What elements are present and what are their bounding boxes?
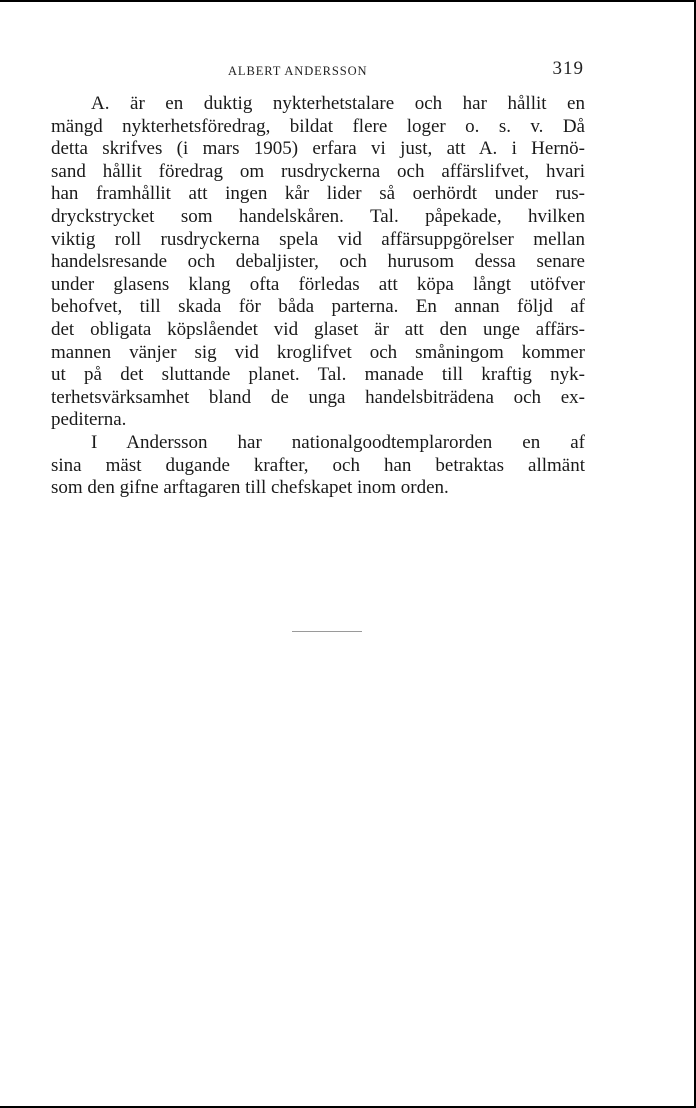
text-line: sina mäst dugande krafter, och han betraktas allmänt xyxy=(51,454,585,476)
text-line: det obligata köpslåendet vid glaset är att den unge affärs- xyxy=(51,318,585,340)
text-line: I Andersson har nationalgoodtemplarorden en af xyxy=(91,431,585,453)
text-line: under glasens klang ofta förledas att köpa långt utöfver xyxy=(51,273,585,295)
text-line: sand hållit föredrag om rusdryckerna och affärslifvet, hvari xyxy=(51,160,585,182)
page-number: 319 xyxy=(552,58,584,79)
text-line: handelsresande och debaljister, och hurusom dessa senare xyxy=(51,251,585,273)
text-line: dryckstrycket som handelskåren. Tal. påpekade, hvilken xyxy=(51,205,585,227)
text-line: mannen vänjer sig vid kroglifvet och småningom kommer xyxy=(51,341,585,363)
section-divider xyxy=(292,631,362,632)
text-line: detta skrifves (i mars 1905) erfara vi just, att A. i Hernö- xyxy=(51,138,585,160)
text-line: han framhållit att ingen kår lider så oerhördt under rus- xyxy=(51,183,585,205)
text-line: mängd nykterhetsföredrag, bildat flere loger o. s. v. Då xyxy=(51,115,585,137)
text-line: viktig roll rusdryckerna spela vid affärsuppgörelser mellan xyxy=(51,228,585,250)
running-header: ALBERT ANDERSSON xyxy=(228,64,368,78)
body-text xyxy=(51,93,585,500)
text-line: behofvet, till skada för båda parterna. En annan följd af xyxy=(51,296,585,318)
text-line: ut på det sluttande planet. Tal. manade till kraftig nyk- xyxy=(51,364,585,386)
scan-top-edge xyxy=(0,0,696,2)
text-line: som den gifne arftagaren till chefskapet inom orden. xyxy=(51,477,449,499)
text-line: terhetsvärksamhet bland de unga handelsbiträdena och ex- xyxy=(51,386,585,408)
text-line: A. är en duktig nykterhetstalare och har hållit en xyxy=(91,93,585,114)
text-line: pediterna. xyxy=(51,409,127,431)
